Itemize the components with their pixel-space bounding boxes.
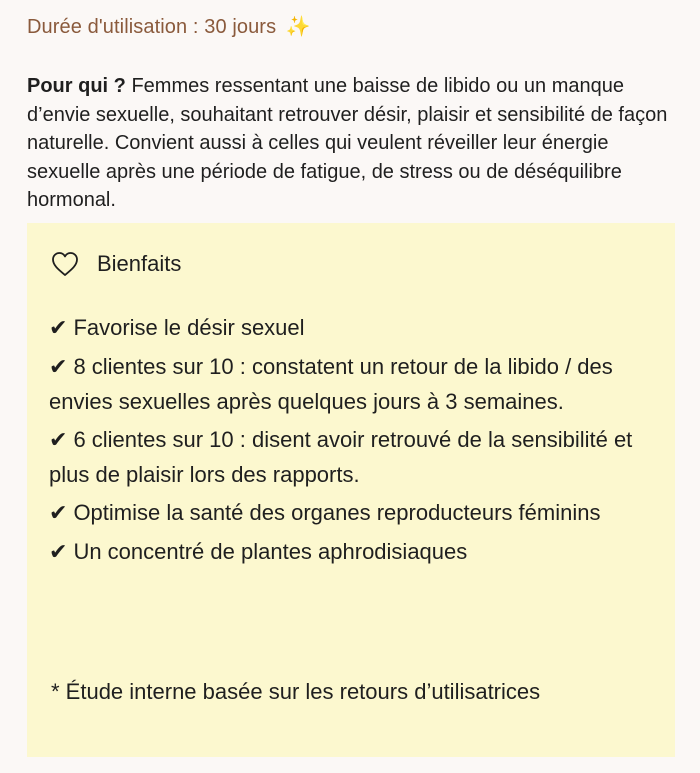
benefits-list [49, 311, 659, 574]
benefit-text: 6 clientes sur 10 : disent avoir retrouvé de la sensibilité et plus de plaisir lors des rapports. [49, 427, 633, 487]
checkmark-icon: ✔ [49, 316, 68, 341]
checkmark-icon: ✔ [49, 501, 68, 526]
benefits-title: Bienfaits [97, 251, 182, 276]
benefit-item [49, 311, 659, 346]
checkmark-icon: ✔ [49, 540, 68, 565]
study-footnote: * Étude interne basée sur les retours d’utilisatrices [51, 679, 541, 704]
benefits-panel [27, 223, 675, 757]
benefit-text: Favorise le désir sexuel [73, 315, 305, 340]
benefit-item [49, 350, 659, 419]
benefit-item [49, 535, 659, 570]
checkmark-icon: ✔ [49, 355, 68, 380]
target-audience-label: Pour qui ? [27, 75, 126, 97]
checkmark-icon: ✔ [49, 428, 68, 453]
benefits-header [51, 250, 181, 278]
benefit-item [49, 496, 659, 531]
benefit-text: Optimise la santé des organes reproducteurs féminins [73, 500, 601, 525]
benefit-item [49, 423, 659, 492]
heart-outline-icon [51, 251, 79, 277]
target-audience-paragraph [27, 72, 677, 215]
benefit-text: 8 clientes sur 10 : constatent un retour de la libido / des envies sexuelles après quelques jours à 3 semaines. [49, 354, 613, 414]
benefit-text: Un concentré de plantes aphrodisiaques [73, 539, 468, 564]
usage-duration [27, 14, 311, 39]
target-audience-text: Femmes ressentant une baisse de libido ou un manque d’envie sexuelle, souhaitant retrouver désir, plaisir et sensibilité de façon naturelle. Convient aussi à celles qui veulent réveiller leur énergie sexuelle après une période de fatigue, de stress ou de déséquilibre hormonal. [27, 75, 668, 211]
usage-duration-text: Durée d'utilisation : 30 jours [27, 16, 277, 38]
sparkles-icon: ✨ [285, 16, 311, 38]
